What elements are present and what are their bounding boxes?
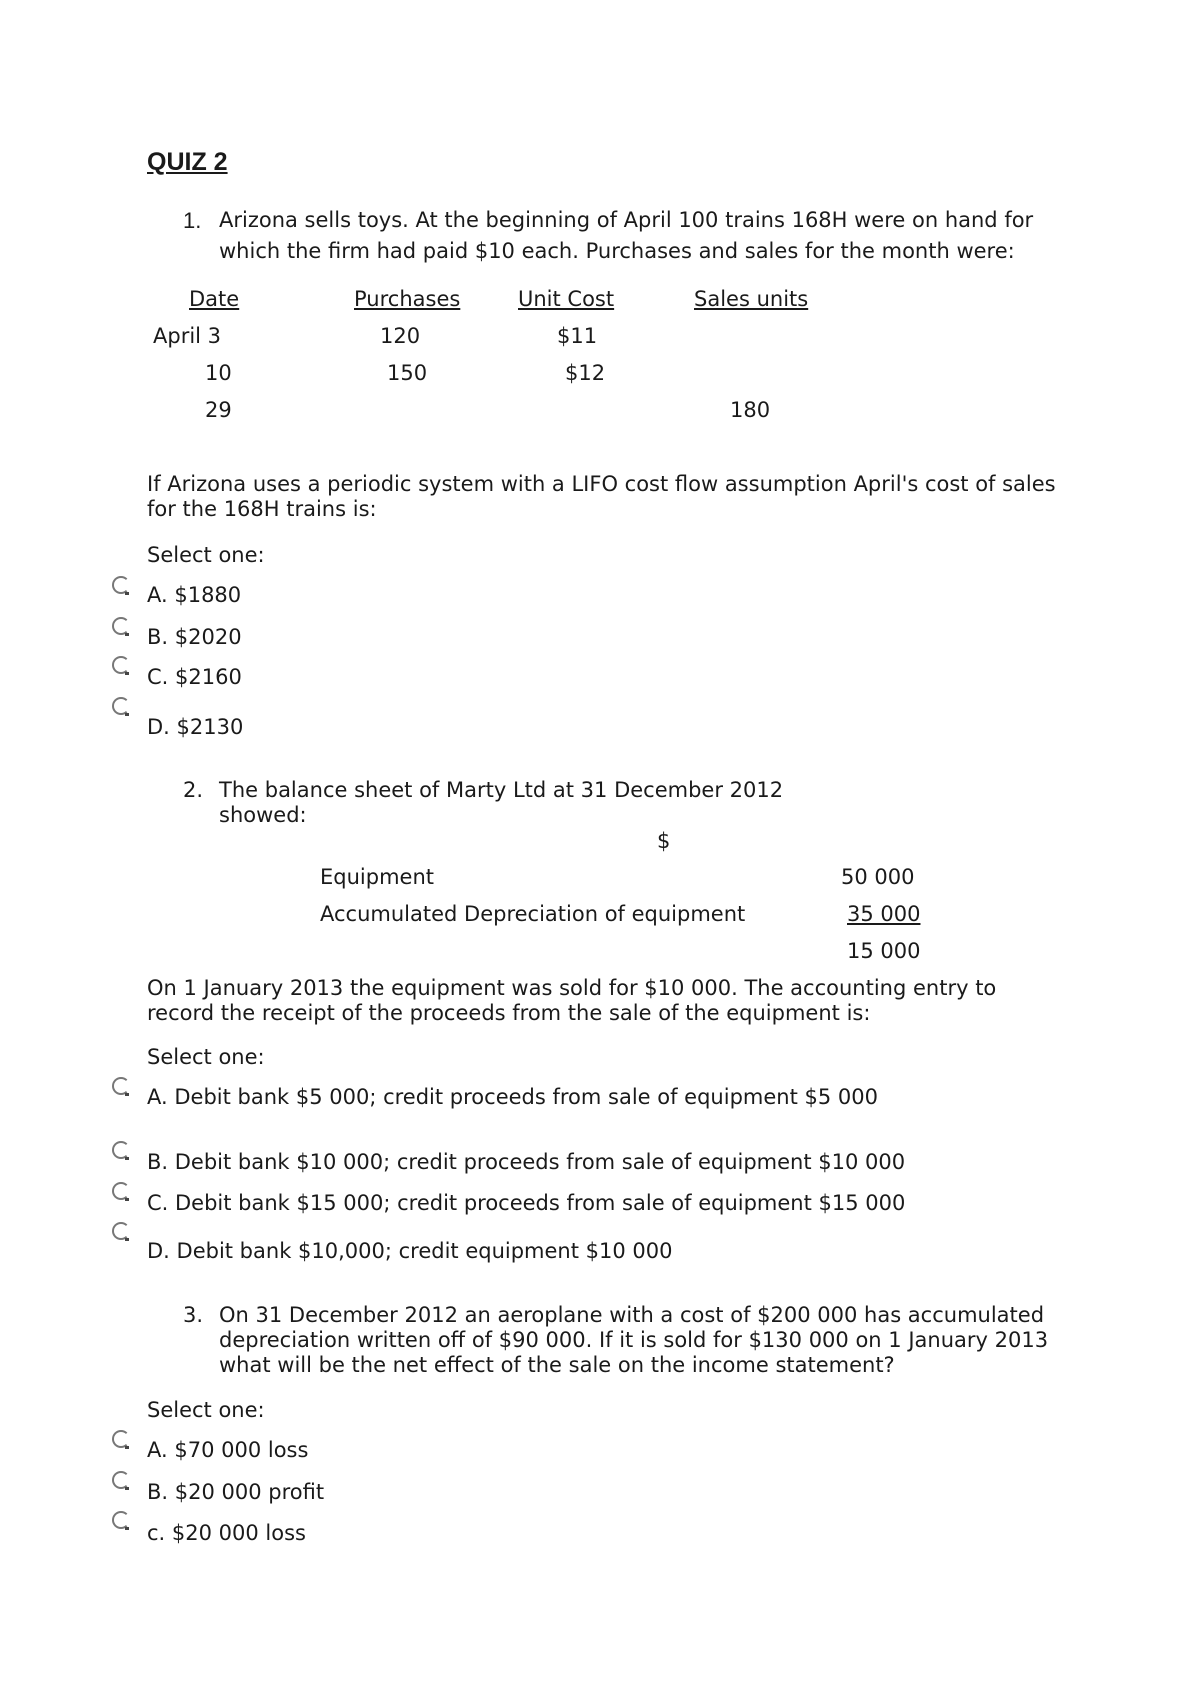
table-cell-sales-units: 180 (730, 398, 771, 422)
table-cell-unit-cost: $11 (557, 324, 598, 348)
balance-value-accumulated-depreciation: 35 000 (847, 902, 921, 926)
question-1-prompt-line-1: If Arizona uses a periodic system with a LIFO cost flow assumption April's cost of sales (147, 472, 1056, 496)
option-q1-a[interactable]: A. $1880 (147, 583, 242, 607)
question-1-text-line-2: which the firm had paid $10 each. Purchases and sales for the month were: (219, 239, 1015, 263)
option-q2-a[interactable]: A. Debit bank $5 000; credit proceeds from sale of equipment $5 000 (147, 1085, 878, 1109)
radio-button-q1-a[interactable] (112, 576, 130, 594)
question-3-text-line-3: what will be the net effect of the sale on the income statement? (219, 1353, 895, 1377)
question-3-text-line-1: On 31 December 2012 an aeroplane with a cost of $200 000 has accumulated (219, 1303, 1045, 1327)
radio-button-q2-a[interactable] (112, 1077, 130, 1095)
radio-button-q1-d[interactable] (112, 697, 130, 715)
question-1-text-line-1: Arizona sells toys. At the beginning of April 100 trains 168H were on hand for (219, 208, 1034, 232)
currency-header: $ (657, 829, 671, 853)
table-header-purchases: Purchases (354, 287, 461, 311)
select-one-label: Select one: (147, 1045, 265, 1069)
table-cell-purchases: 120 (380, 324, 421, 348)
balance-value-equipment: 50 000 (841, 865, 915, 889)
balance-label-equipment: Equipment (320, 865, 434, 889)
option-q3-a[interactable]: A. $70 000 loss (147, 1438, 309, 1462)
option-q2-c[interactable]: C. Debit bank $15 000; credit proceeds from sale of equipment $15 000 (147, 1191, 906, 1215)
table-cell-date: April 3 (153, 324, 222, 348)
option-q2-b[interactable]: B. Debit bank $10 000; credit proceeds from sale of equipment $10 000 (147, 1150, 906, 1174)
question-2-prompt-line-1: On 1 January 2013 the equipment was sold for $10 000. The accounting entry to (147, 976, 997, 1000)
option-q3-c[interactable]: c. $20 000 loss (147, 1521, 306, 1545)
balance-label-accumulated-depreciation: Accumulated Depreciation of equipment (320, 902, 746, 926)
option-q3-b[interactable]: B. $20 000 profit (147, 1480, 325, 1504)
radio-button-q1-c[interactable] (112, 656, 130, 674)
radio-button-q2-d[interactable] (112, 1222, 130, 1240)
question-2-number: 2. (183, 778, 204, 802)
option-q2-d[interactable]: D. Debit bank $10,000; credit equipment $10 000 (147, 1239, 673, 1263)
quiz-title: QUIZ 2 (147, 148, 228, 176)
table-header-unit-cost: Unit Cost (518, 287, 615, 311)
option-q1-d[interactable]: D. $2130 (147, 715, 244, 739)
question-1-prompt-line-2: for the 168H trains is: (147, 497, 377, 521)
question-2-text-line-1: The balance sheet of Marty Ltd at 31 December 2012 (219, 778, 784, 802)
radio-button-q2-c[interactable] (112, 1182, 130, 1200)
table-cell-date: 29 (205, 398, 232, 422)
radio-button-q2-b[interactable] (112, 1141, 130, 1159)
radio-button-q3-b[interactable] (112, 1471, 130, 1489)
select-one-label: Select one: (147, 1398, 265, 1422)
radio-button-q3-c[interactable] (112, 1511, 130, 1529)
select-one-label: Select one: (147, 543, 265, 567)
table-cell-date: 10 (205, 361, 232, 385)
question-2-prompt-line-2: record the receipt of the proceeds from the sale of the equipment is: (147, 1001, 871, 1025)
table-header-sales-units: Sales units (694, 287, 809, 311)
option-q1-c[interactable]: C. $2160 (147, 665, 242, 689)
radio-button-q3-a[interactable] (112, 1430, 130, 1448)
question-3-text-line-2: depreciation written off of $90 000. If it is sold for $130 000 on 1 January 2013 (219, 1328, 1049, 1352)
question-3-number: 3. (183, 1303, 204, 1327)
balance-value-net: 15 000 (847, 939, 921, 963)
question-2-text-line-2: showed: (219, 803, 307, 827)
table-header-date: Date (189, 287, 240, 311)
option-q1-b[interactable]: B. $2020 (147, 625, 242, 649)
table-cell-unit-cost: $12 (565, 361, 606, 385)
radio-button-q1-b[interactable] (112, 617, 130, 635)
question-1-number: 1. (183, 208, 202, 233)
table-cell-purchases: 150 (387, 361, 428, 385)
